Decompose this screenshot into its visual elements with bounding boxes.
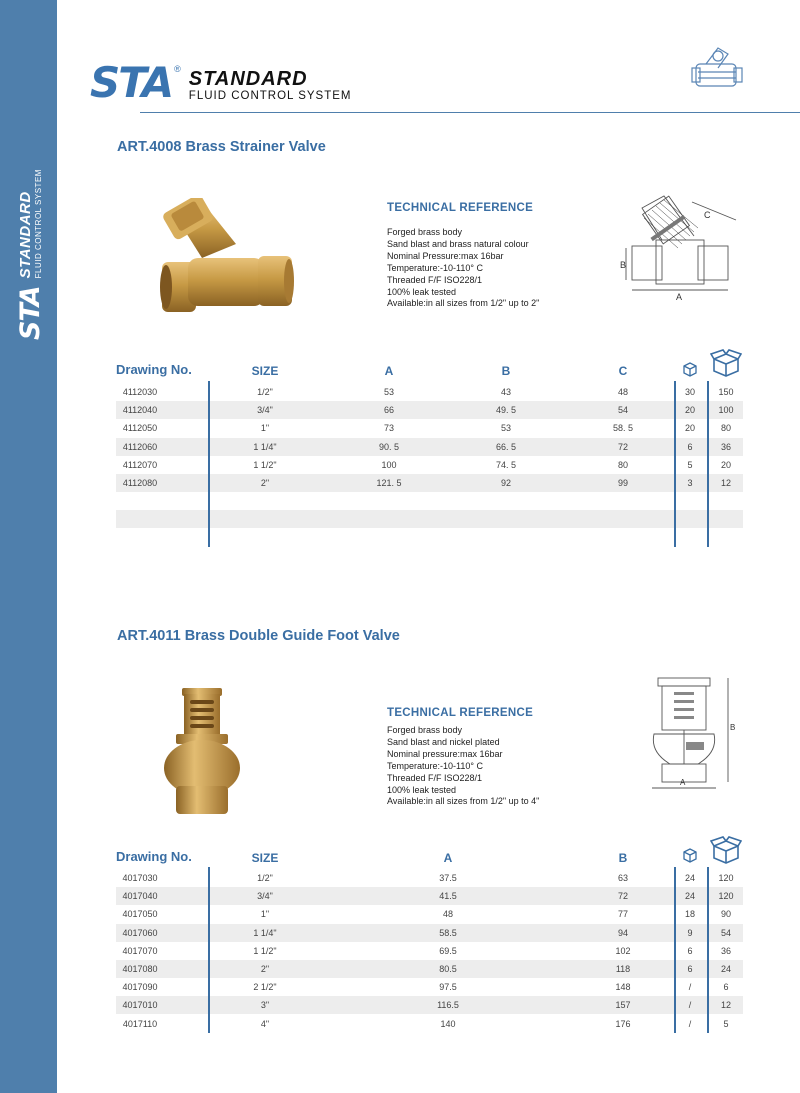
- table-cell: 94: [617, 927, 628, 938]
- table-cell: 12: [720, 478, 731, 488]
- table-cell: 36: [720, 945, 731, 956]
- table-cell: 20: [684, 405, 695, 416]
- brand-name: STANDARD: [188, 67, 308, 90]
- table-cell: 24: [720, 964, 731, 974]
- small-box-icon: [682, 847, 698, 863]
- table-cell: 176: [615, 1018, 631, 1029]
- table-cell: 4112060: [122, 441, 158, 452]
- table-cell: 53: [383, 387, 394, 397]
- table-divider: [208, 381, 210, 547]
- sidebar-logo-subtitle: FLUID CONTROL SYSTEM: [33, 169, 43, 279]
- sidebar-band: [0, 0, 57, 1093]
- table-cell: 3/4": [257, 405, 273, 416]
- table-row: [116, 492, 743, 510]
- table-cell: 43: [500, 387, 511, 397]
- table-cell: /: [688, 1000, 692, 1011]
- table-cell: 1 1/2": [253, 945, 277, 956]
- table-cell: [235, 510, 295, 528]
- tech-line: Temperature:-10-110° C: [387, 262, 483, 273]
- sidebar-logo-mark: STA: [14, 286, 46, 340]
- table-cell: 58. 5: [612, 423, 634, 434]
- table-cell: [476, 510, 536, 528]
- table-cell: 4112070: [122, 459, 158, 470]
- table-cell: 1/2": [257, 873, 273, 883]
- drawing-label-b: B: [620, 260, 627, 270]
- tech-line: Nominal Pressure:max 16bar: [387, 250, 504, 261]
- large-box-icon: [710, 836, 742, 864]
- table-cell: 1 1/4": [253, 927, 277, 938]
- table-row: [116, 942, 743, 960]
- table-cell: [235, 492, 295, 510]
- table-row: [116, 529, 743, 547]
- tech-line: 100% leak tested: [387, 286, 457, 297]
- table-row: [116, 905, 743, 923]
- table-cell: 36: [720, 441, 731, 452]
- table-cell: 53: [500, 423, 511, 434]
- product-title-4011: ART.4011 Brass Double Guide Foot Valve: [117, 628, 400, 644]
- table-cell: [696, 510, 756, 528]
- table-cell: 63: [617, 873, 628, 883]
- table-cell: 150: [718, 387, 734, 397]
- table-row: [116, 960, 743, 978]
- table-cell: 4017080: [122, 964, 158, 974]
- valve-thumbnail-icon: [688, 42, 746, 102]
- table-row: [116, 510, 743, 528]
- tech-ref-title-4008: TECHNICAL REFERENCE: [387, 202, 534, 214]
- table-cell: 37.5: [439, 873, 457, 883]
- table-cell: 2": [260, 478, 270, 488]
- table-cell: 73: [383, 423, 394, 434]
- table-cell: 80: [720, 423, 731, 434]
- tech-ref-list-4011: [387, 725, 539, 808]
- table-header-b: B: [618, 851, 628, 865]
- table-cell: 69.5: [439, 945, 457, 956]
- table-row: [116, 924, 743, 942]
- table-cell: 4017090: [122, 982, 158, 993]
- table-cell: 80.5: [439, 964, 457, 974]
- table-cell: 140: [440, 1018, 456, 1029]
- tech-line: Threaded F/F ISO228/1: [387, 274, 483, 285]
- table-cell: 66. 5: [495, 441, 517, 452]
- tech-line: Forged brass body: [387, 725, 463, 735]
- table-cell: 6: [687, 945, 693, 956]
- table-row: [116, 419, 743, 437]
- drawing-label-b: B: [730, 723, 736, 732]
- tech-line: Temperature:-10-110° C: [387, 760, 483, 771]
- table-cell: 6: [723, 982, 729, 993]
- table-header-a: A: [443, 851, 453, 865]
- table-cell: 24: [684, 873, 695, 883]
- table-cell: 4017030: [122, 873, 158, 883]
- table-cell: 1 1/4": [253, 441, 277, 452]
- table-cell: 5: [723, 1018, 729, 1029]
- table-cell: 4017010: [122, 1000, 158, 1011]
- table-divider: [208, 867, 210, 1033]
- small-box-icon: [682, 361, 698, 377]
- tech-ref-list-4008: [387, 227, 539, 310]
- table-row: [116, 401, 743, 419]
- table-cell: 118: [615, 964, 631, 974]
- table-cell: 1": [260, 423, 270, 434]
- table-cell: 157: [615, 1000, 631, 1011]
- table-header-b: B: [501, 364, 511, 378]
- table-cell: 90. 5: [378, 441, 400, 452]
- table-row: [116, 887, 743, 905]
- table-header-c: C: [618, 364, 628, 378]
- table-cell: 72: [617, 441, 628, 452]
- tech-line: Threaded F/F ISO228/1: [387, 772, 483, 783]
- table-cell: 48: [442, 909, 453, 920]
- table-header-drawing-no: Drawing No.: [116, 362, 192, 377]
- table-cell: 54: [617, 405, 628, 416]
- table-cell: 4112080: [122, 478, 158, 488]
- table-cell: /: [688, 982, 692, 993]
- table-cell: 4017060: [122, 927, 158, 938]
- table-cell: 66: [383, 405, 394, 416]
- table-cell: [476, 492, 536, 510]
- table-header-drawing-no: Drawing No.: [116, 849, 192, 864]
- table-cell: [110, 529, 170, 547]
- table-cell: 4112040: [122, 405, 158, 416]
- table-cell: 5: [687, 459, 693, 470]
- table-cell: 120: [718, 873, 734, 883]
- table-header-size: SIZE: [251, 364, 279, 378]
- header-divider: [140, 112, 800, 113]
- strainer-technical-drawing: [612, 190, 762, 305]
- table-cell: [593, 510, 653, 528]
- table-cell: 4112030: [122, 387, 158, 397]
- table-cell: [359, 510, 419, 528]
- table-cell: [110, 510, 170, 528]
- table-row: [116, 474, 743, 492]
- table-cell: 90: [720, 909, 731, 920]
- table-cell: [359, 529, 419, 547]
- table-cell: 1 1/2": [253, 459, 277, 470]
- table-cell: 20: [684, 423, 695, 434]
- table-row: [116, 438, 743, 456]
- large-box-icon: [710, 349, 742, 377]
- table-cell: 48: [617, 387, 628, 397]
- table-row: [116, 978, 743, 996]
- table-cell: 4017070: [122, 945, 158, 956]
- table-row: [116, 996, 743, 1014]
- table-cell: [110, 492, 170, 510]
- table-divider: [707, 381, 709, 547]
- table-cell: 1/2": [257, 387, 273, 397]
- table-cell: [696, 492, 756, 510]
- brand-mark: STA: [90, 58, 173, 107]
- table-cell: 121. 5: [376, 478, 402, 488]
- tech-line: Forged brass body: [387, 227, 463, 237]
- table-cell: 49. 5: [495, 405, 517, 416]
- sidebar-logo-name: STANDARD: [16, 191, 34, 279]
- product-title-4008: ART.4008 Brass Strainer Valve: [117, 139, 326, 155]
- table-cell: 24: [684, 891, 695, 902]
- table-cell: 6: [687, 964, 693, 974]
- table-cell: 4017040: [122, 891, 158, 902]
- table-row: [116, 383, 743, 401]
- table-cell: 4112050: [122, 423, 158, 434]
- table-cell: 3": [260, 1000, 270, 1011]
- table-cell: 80: [617, 459, 628, 470]
- table-divider: [674, 381, 676, 547]
- tech-line: 100% leak tested: [387, 784, 457, 795]
- table-row: [116, 1015, 743, 1033]
- table-cell: /: [688, 1018, 692, 1029]
- foot-valve-technical-drawing: [640, 672, 740, 794]
- table-cell: 58.5: [439, 927, 457, 938]
- table-cell: 12: [720, 1000, 731, 1011]
- tech-line: Sand blast and brass natural colour: [387, 238, 529, 249]
- table-cell: [593, 529, 653, 547]
- table-cell: 20: [720, 459, 731, 470]
- table-cell: 99: [617, 478, 628, 488]
- brand-subtitle: FLUID CONTROL SYSTEM: [188, 89, 352, 102]
- table-cell: 74. 5: [495, 459, 517, 470]
- drawing-label-c: C: [704, 210, 711, 220]
- table-cell: 72: [617, 891, 628, 902]
- table-divider: [674, 867, 676, 1033]
- table-cell: 54: [720, 927, 731, 938]
- tech-line: Available:in all sizes from 1/2" up to 2": [387, 298, 540, 309]
- table-header-a: A: [384, 364, 394, 378]
- table-cell: [593, 492, 653, 510]
- table-cell: 4017110: [122, 1018, 158, 1029]
- strainer-valve-image: [158, 198, 296, 320]
- table-cell: [476, 529, 536, 547]
- table-cell: 18: [684, 909, 695, 920]
- foot-valve-image: [160, 686, 242, 818]
- table-cell: 4": [260, 1018, 270, 1029]
- table-cell: 9: [687, 927, 693, 938]
- table-cell: 2": [260, 964, 270, 974]
- table-row: [116, 456, 743, 474]
- table-cell: 102: [615, 945, 631, 956]
- table-header-size: SIZE: [251, 851, 279, 865]
- table-cell: [359, 492, 419, 510]
- table-cell: 120: [718, 891, 734, 902]
- table-cell: 92: [500, 478, 511, 488]
- table-cell: 2 1/2": [253, 982, 277, 993]
- tech-ref-title-4011: TECHNICAL REFERENCE: [387, 707, 534, 719]
- table-cell: 30: [684, 387, 695, 397]
- registered-mark: ®: [174, 64, 181, 74]
- brand-logo: [90, 58, 352, 107]
- table-cell: [235, 529, 295, 547]
- table-row: [116, 869, 743, 887]
- table-divider: [707, 867, 709, 1033]
- table-cell: 97.5: [439, 982, 457, 993]
- sidebar-logo: [14, 30, 46, 340]
- table-cell: 1": [260, 909, 270, 920]
- table-cell: 41.5: [439, 891, 457, 902]
- table-cell: 6: [687, 441, 693, 452]
- table-cell: 77: [617, 909, 628, 920]
- tech-line: Sand blast and nickel plated: [387, 736, 500, 747]
- table-cell: 100: [718, 405, 734, 416]
- table-cell: 4017050: [122, 909, 158, 920]
- table-cell: 3/4": [257, 891, 273, 902]
- table-cell: 116.5: [437, 1000, 459, 1011]
- tech-line: Nominal pressure:max 16bar: [387, 748, 503, 759]
- tech-line: Available:in all sizes from 1/2" up to 4": [387, 796, 540, 807]
- table-cell: 3: [687, 478, 693, 488]
- drawing-label-a: A: [676, 292, 683, 302]
- table-cell: 148: [615, 982, 631, 993]
- table-cell: [696, 529, 756, 547]
- table-cell: 100: [381, 459, 397, 470]
- drawing-label-a: A: [680, 778, 686, 787]
